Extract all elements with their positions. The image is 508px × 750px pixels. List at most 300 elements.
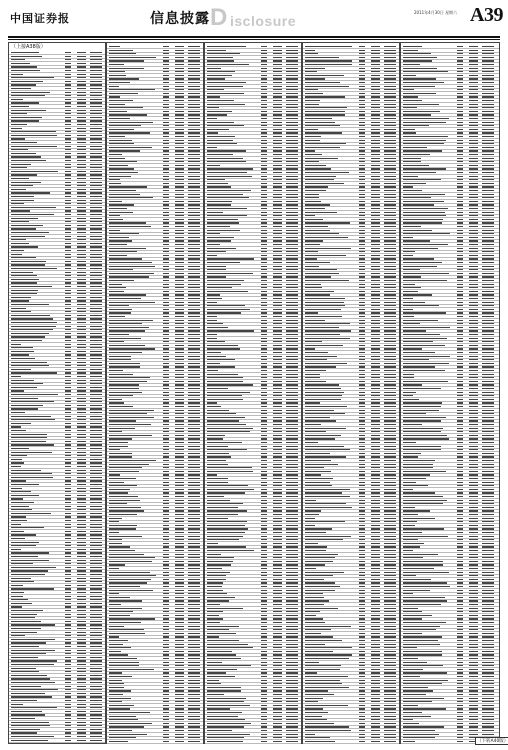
table-cell [305, 561, 333, 562]
table-cell [371, 424, 380, 425]
table-cell [163, 309, 169, 310]
table-cell [11, 621, 41, 622]
table-cell [90, 52, 102, 53]
table-cell [65, 153, 71, 154]
table-row [401, 124, 499, 127]
table-cell [163, 438, 169, 439]
table-cell [273, 122, 282, 123]
table-cell [207, 428, 253, 429]
table-cell [11, 668, 36, 669]
table-row [205, 707, 301, 710]
table-cell [77, 182, 86, 183]
table-cell [175, 456, 184, 457]
table-cell [11, 221, 29, 222]
table-cell [371, 413, 380, 414]
table-row [401, 211, 499, 214]
table-cell [261, 492, 267, 493]
table-cell [90, 671, 102, 672]
table-cell [305, 136, 321, 137]
table-cell [163, 734, 169, 735]
table-cell [261, 348, 267, 349]
table-row [303, 376, 399, 379]
table-cell [371, 46, 380, 47]
table-cell [65, 689, 71, 690]
table-cell [163, 161, 169, 162]
table-row [9, 541, 105, 544]
table-cell [482, 201, 494, 202]
table-row [401, 157, 499, 160]
table-cell [286, 273, 298, 274]
table-cell [482, 64, 494, 65]
table-cell [65, 318, 71, 319]
table-cell [65, 99, 71, 100]
table-row [303, 517, 399, 520]
table-cell [188, 543, 200, 544]
table-cell [175, 521, 184, 522]
table-cell [77, 617, 86, 618]
table-cell [175, 291, 184, 292]
table-cell [11, 333, 49, 334]
table-row [9, 166, 105, 169]
table-row [303, 153, 399, 156]
table-cell [175, 186, 184, 187]
table-cell [469, 147, 478, 148]
table-row [205, 452, 301, 455]
table-cell [90, 484, 102, 485]
table-row [107, 95, 203, 98]
table-row [205, 225, 301, 228]
table-cell [11, 434, 47, 435]
table-cell [384, 273, 396, 274]
table-cell [11, 520, 27, 521]
table-cell [403, 71, 448, 72]
table-cell [359, 528, 365, 529]
table-cell [207, 190, 251, 191]
table-row [303, 671, 399, 674]
table-cell [188, 676, 200, 677]
table-cell [188, 726, 200, 727]
table-cell [371, 150, 380, 151]
table-cell [273, 154, 282, 155]
table-cell [207, 359, 235, 360]
table-cell [163, 690, 169, 691]
table-row [401, 77, 499, 80]
table-cell [371, 507, 380, 508]
table-row [205, 59, 301, 62]
table-row [107, 581, 203, 584]
table-cell [77, 506, 86, 507]
table-cell [384, 168, 396, 169]
table-cell [11, 153, 36, 154]
table-cell [384, 348, 396, 349]
table-cell [163, 125, 169, 126]
table-cell [261, 366, 267, 367]
table-row [9, 199, 105, 202]
table-cell [163, 676, 169, 677]
table-cell [359, 107, 365, 108]
table-cell [90, 124, 102, 125]
table-cell [77, 167, 86, 168]
table-row [401, 49, 499, 52]
table-cell [261, 338, 267, 339]
table-cell [207, 104, 245, 105]
table-cell [305, 269, 337, 270]
table-cell [65, 398, 71, 399]
table-cell [273, 611, 282, 612]
table-cell [305, 489, 350, 490]
table-cell [261, 694, 267, 695]
table-cell [207, 78, 225, 79]
table-cell [90, 466, 102, 467]
table-cell [175, 374, 184, 375]
table-cell [90, 729, 102, 730]
table-cell [261, 244, 267, 245]
table-cell [77, 462, 86, 463]
table-cell [384, 111, 396, 112]
table-cell [207, 370, 218, 371]
table-cell [359, 701, 365, 702]
table-cell [371, 370, 380, 371]
table-cell [109, 93, 138, 94]
table-row [107, 409, 203, 412]
table-cell [77, 704, 86, 705]
table-cell [469, 219, 478, 220]
table-cell [261, 161, 267, 162]
table-row [303, 221, 399, 224]
table-cell [359, 251, 365, 252]
table-row [205, 531, 301, 534]
table-cell [286, 269, 298, 270]
table-cell [286, 147, 298, 148]
table-cell [261, 665, 267, 666]
table-cell [273, 575, 282, 576]
table-cell [286, 154, 298, 155]
table-row [9, 94, 105, 97]
table-cell [90, 282, 102, 283]
table-cell [261, 143, 267, 144]
table-cell [207, 413, 236, 414]
table-cell [90, 167, 102, 168]
table-row [303, 675, 399, 678]
table-cell [469, 64, 478, 65]
table-cell [305, 204, 330, 205]
table-cell [163, 323, 169, 324]
table-cell [188, 478, 200, 479]
table-cell [207, 644, 248, 645]
table-cell [175, 359, 184, 360]
table-row [107, 592, 203, 595]
table-cell [163, 215, 169, 216]
table-cell [371, 172, 380, 173]
table-cell [109, 608, 142, 609]
table-cell [371, 125, 380, 126]
table-cell [188, 528, 200, 529]
table-cell [371, 381, 380, 382]
table-cell [273, 46, 282, 47]
table-cell [286, 579, 298, 580]
table-cell [359, 50, 365, 51]
table-cell [207, 514, 238, 515]
table-row [303, 142, 399, 145]
table-row [303, 380, 399, 383]
table-cell [305, 525, 315, 526]
table-cell [65, 52, 71, 53]
table-row [9, 479, 105, 482]
table-cell [305, 474, 321, 475]
table-cell [359, 640, 365, 641]
table-cell [175, 449, 184, 450]
table-cell [11, 664, 54, 665]
table-cell [359, 64, 365, 65]
table-cell [175, 698, 184, 699]
table-cell [286, 629, 298, 630]
table-cell [11, 470, 41, 471]
table-cell [65, 110, 71, 111]
table-cell [482, 194, 494, 195]
table-row [401, 239, 499, 242]
table-cell [175, 564, 184, 565]
table-cell [188, 140, 200, 141]
table-cell [273, 50, 282, 51]
table-cell [77, 142, 86, 143]
table-cell [163, 100, 169, 101]
table-cell [175, 114, 184, 115]
table-row [9, 278, 105, 281]
table-cell [163, 266, 169, 267]
table-cell [90, 513, 102, 514]
table-row [401, 214, 499, 217]
table-cell [65, 549, 71, 550]
table-cell [175, 168, 184, 169]
table-row [205, 585, 301, 588]
table-cell [163, 320, 169, 321]
table-cell [109, 698, 131, 699]
table-cell [11, 592, 24, 593]
table-cell [371, 694, 380, 695]
table-row [303, 362, 399, 365]
table-row [303, 268, 399, 271]
table-cell [261, 219, 267, 220]
table-cell [371, 723, 380, 724]
table-row [303, 718, 399, 721]
table-cell [457, 100, 463, 101]
table-cell [77, 236, 86, 237]
table-row [205, 355, 301, 358]
table-cell [207, 291, 248, 292]
table-cell [207, 500, 230, 501]
table-cell [359, 399, 365, 400]
table-cell [11, 603, 32, 604]
table-cell [384, 579, 396, 580]
table-cell [11, 509, 32, 510]
table-cell [77, 628, 86, 629]
table-cell [109, 320, 153, 321]
table-cell [371, 474, 380, 475]
table-row [9, 724, 105, 727]
table-cell [207, 489, 254, 490]
table-cell [286, 197, 298, 198]
table-cell [11, 239, 26, 240]
table-row [107, 77, 203, 80]
table-cell [305, 280, 349, 281]
table-cell [403, 86, 435, 87]
table-cell [305, 154, 322, 155]
table-cell [482, 233, 494, 234]
table-cell [77, 372, 86, 373]
table-cell [359, 575, 365, 576]
table-cell [384, 518, 396, 519]
table-row [303, 239, 399, 242]
table-row [9, 404, 105, 407]
table-cell [65, 502, 71, 503]
table-cell [305, 464, 338, 465]
table-cell [359, 165, 365, 166]
table-cell [286, 456, 298, 457]
table-cell [403, 122, 446, 123]
table-row [303, 553, 399, 556]
table-cell [359, 237, 365, 238]
table-cell [207, 334, 217, 335]
table-row [107, 239, 203, 242]
table-cell [65, 336, 71, 337]
table-cell [371, 528, 380, 529]
table-cell [175, 676, 184, 677]
table-cell [207, 503, 243, 504]
table-cell [65, 236, 71, 237]
table-cell [65, 228, 71, 229]
table-cell [286, 348, 298, 349]
table-cell [286, 633, 298, 634]
table-cell [384, 608, 396, 609]
table-cell [11, 189, 26, 190]
table-cell [207, 150, 246, 151]
table-row [303, 571, 399, 574]
table-cell [77, 264, 86, 265]
table-row [205, 621, 301, 624]
table-cell [261, 647, 267, 648]
table-cell [371, 215, 380, 216]
table-cell [163, 179, 169, 180]
table-cell [286, 370, 298, 371]
table-cell [188, 568, 200, 569]
table-cell [207, 690, 241, 691]
table-row [107, 646, 203, 649]
table-cell [286, 395, 298, 396]
table-row [401, 175, 499, 178]
table-cell [457, 136, 463, 137]
table-cell [163, 510, 169, 511]
table-cell [384, 377, 396, 378]
table-cell [261, 431, 267, 432]
table-cell [371, 496, 380, 497]
table-cell [90, 329, 102, 330]
table-cell [77, 81, 86, 82]
table-row [205, 675, 301, 678]
table-cell [286, 107, 298, 108]
table-cell [90, 693, 102, 694]
table-cell [371, 536, 380, 537]
table-cell [109, 518, 122, 519]
table-cell [77, 664, 86, 665]
table-cell [109, 136, 125, 137]
table-cell [207, 284, 241, 285]
table-cell [11, 362, 47, 363]
table-cell [384, 323, 396, 324]
table-cell [359, 658, 365, 659]
table-cell [188, 420, 200, 421]
table-row [205, 45, 301, 48]
table-cell [305, 125, 340, 126]
table-cell [273, 636, 282, 637]
table-row [107, 607, 203, 610]
table-cell [175, 338, 184, 339]
table-row [205, 344, 301, 347]
table-row [303, 85, 399, 88]
table-row [107, 621, 203, 624]
table-cell [384, 723, 396, 724]
table-cell [175, 132, 184, 133]
table-cell [109, 521, 119, 522]
table-cell [163, 219, 169, 220]
table-cell [403, 161, 421, 162]
table-cell [207, 590, 223, 591]
table-cell [11, 506, 29, 507]
table-cell [457, 82, 463, 83]
table-cell [65, 290, 71, 291]
table-cell [371, 510, 380, 511]
table-cell [403, 179, 441, 180]
table-cell [384, 701, 396, 702]
table-cell [457, 140, 463, 141]
table-row [205, 416, 301, 419]
table-row [9, 652, 105, 655]
table-cell [90, 552, 102, 553]
table-cell [457, 93, 463, 94]
table-cell [305, 536, 351, 537]
table-cell [359, 615, 365, 616]
table-cell [175, 503, 184, 504]
table-cell [11, 614, 37, 615]
table-cell [175, 485, 184, 486]
table-cell [469, 129, 478, 130]
table-cell [286, 687, 298, 688]
table-cell [188, 269, 200, 270]
table-cell [469, 93, 478, 94]
table-cell [305, 608, 338, 609]
table-row [9, 253, 105, 256]
table-row [107, 326, 203, 329]
table-cell [469, 143, 478, 144]
table-row [303, 729, 399, 732]
table-row [401, 167, 499, 170]
table-cell [305, 150, 315, 151]
table-cell [305, 680, 340, 681]
table-cell [90, 520, 102, 521]
table-cell [65, 696, 71, 697]
table-cell [163, 471, 169, 472]
table-cell [163, 694, 169, 695]
table-cell [305, 323, 350, 324]
table-cell [273, 528, 282, 529]
table-cell [457, 89, 463, 90]
table-cell [286, 233, 298, 234]
table-cell [163, 442, 169, 443]
table-cell [482, 100, 494, 101]
table-row [303, 135, 399, 138]
table-cell [273, 665, 282, 666]
table-row [303, 92, 399, 95]
table-cell [175, 420, 184, 421]
